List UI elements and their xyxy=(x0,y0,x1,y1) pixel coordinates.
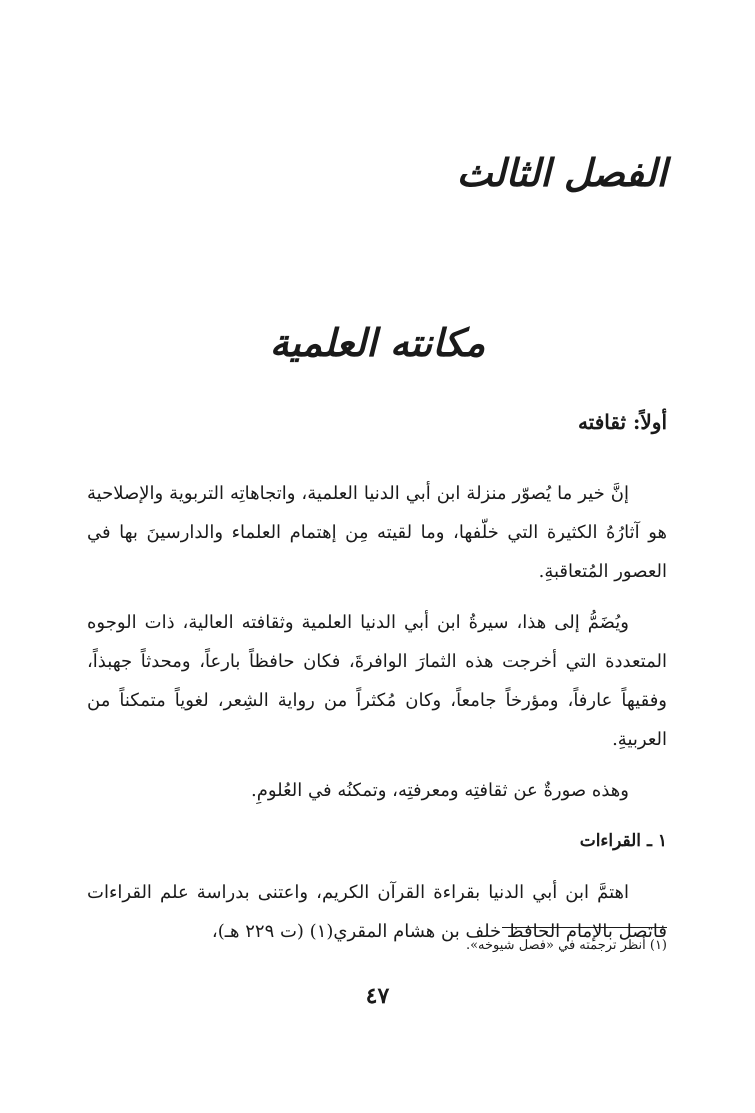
paragraph: ويُضَمُّ إلى هذا، سيرةُ ابن أبي الدنيا العلمية وثقافته العالية، ذات الوجوه المتعددة التي أخرجت هذه الثمارَ الوافرةَ، فكان حافظاً بارعاً، ومحدثاً جهبذاً، وفقيهاً عارفاً، ومؤرخاً جامعاً، وكان مُكثراً من رواية الشِعر، لغوياً متمكناً من العربيةِ. xyxy=(87,612,667,750)
chapter-title: الفصل الثالث xyxy=(456,150,667,195)
page-number: ٤٧ xyxy=(365,983,390,1009)
section-1-text: اهتمَّ ابن أبي الدنيا بقراءة القرآن الكريم، واعتنى بدراسة علم القراءات فاتصل بالإمام الحافظ خلف بن هشام المقري(١) (ت ٢٢٩ هـ)، xyxy=(87,882,667,942)
subheading: أولاً: ثقافته xyxy=(577,410,667,434)
paragraph: وهذه صورةٌ عن ثقافتِه ومعرفتِه، وتمكنُه في العُلومِ. xyxy=(250,780,629,801)
footnote: (١) أنظر ترجمته في «فصل شيوخه». xyxy=(465,938,667,953)
section-1-heading: ١ ـ القراءات xyxy=(579,831,667,851)
footnote-divider xyxy=(502,927,667,928)
section-title: مكانته العلمية xyxy=(269,320,486,365)
paragraph: إنَّ خير ما يُصوّر منزلة ابن أبي الدنيا العلمية، واتجاهاتِه التربوية والإصلاحية هو آثارُهُ الكثيرة التي خلّفها، وما لقيته مِن إهتمام العلماء والدارسينَ بها في العصور المُتعاقبةِ. xyxy=(87,483,667,582)
body-text xyxy=(87,474,667,963)
